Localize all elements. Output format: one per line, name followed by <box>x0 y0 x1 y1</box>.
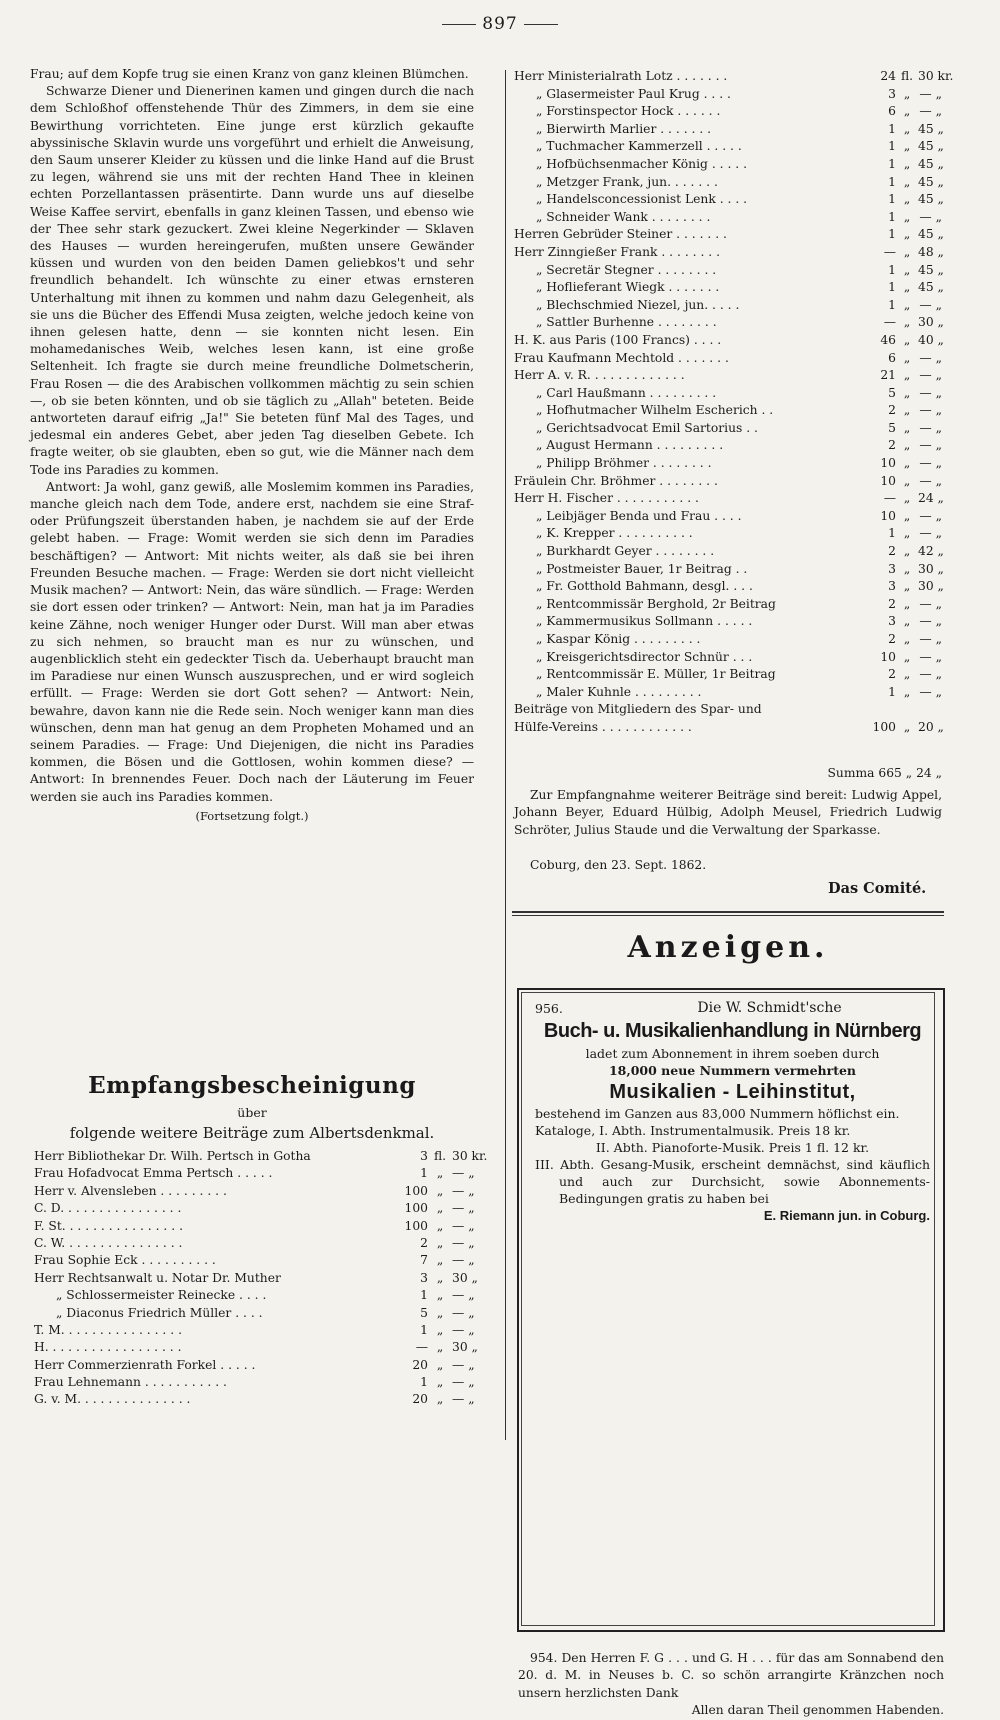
contributors-note: Zur Empfangnahme weiterer Beiträge sind bereit: Ludwig Appel, Johann Beyer, Eduard Hülbig, Adolph Meusel, Friedrich Ludwig Schröter, Julius Staude und die Verwaltung der Sparkasse. <box>514 788 942 837</box>
amount-separator: „ <box>436 1218 444 1233</box>
donor-name: „ Hofbüchsenmacher König . . . . . <box>536 156 747 171</box>
amount-florin: 5 <box>888 420 896 435</box>
advertisement-954 <box>518 1650 944 1720</box>
amount-kreuzer: — „ <box>919 368 942 383</box>
amount-kreuzer: — „ <box>919 350 942 365</box>
amount-separator: „ <box>903 491 911 506</box>
donor-name: „ Fr. Gotthold Bahmann, desgl. . . . <box>536 579 753 594</box>
amount-florin: 100 <box>404 1218 428 1233</box>
amount-separator: „ <box>903 614 911 629</box>
amount-florin: 1 <box>888 174 896 189</box>
donor-name: „ Schlossermeister Reinecke . . . . <box>56 1288 267 1303</box>
amount-florin: 10 <box>880 508 896 523</box>
donor-name: G. v. M. . . . . . . . . . . . . . . <box>34 1392 191 1407</box>
amount-florin: 2 <box>888 632 896 646</box>
ad-line: Kataloge, I. Abth. Instrumentalmusik. Preis 18 kr. <box>535 1123 851 1138</box>
table-row <box>514 508 942 526</box>
ad-line: bestehend im Ganzen aus 83,000 Nummern höflichst ein. <box>535 1106 900 1121</box>
amount-florin: 2 <box>888 667 896 682</box>
amount-florin: 5 <box>888 385 896 400</box>
amount-separator: „ <box>903 596 911 611</box>
table-row <box>514 525 942 543</box>
table-row <box>514 455 942 473</box>
amount-separator: „ <box>903 684 911 699</box>
donor-name: „ Leibjäger Benda und Frau . . . . <box>536 508 742 523</box>
receipt-heading: Empfangsbescheinigung <box>88 1072 416 1099</box>
amount-florin: 5 <box>420 1305 428 1320</box>
amount-florin: 2 <box>888 438 896 453</box>
amount-separator: „ <box>903 544 911 559</box>
donor-name: Herr Commerzienrath Forkel . . . . . <box>34 1357 256 1372</box>
donation-list-left <box>34 1148 488 1409</box>
table-row <box>514 262 942 280</box>
donor-name: „ Handelsconcessionist Lenk . . . . <box>536 192 748 207</box>
table-row <box>514 543 942 561</box>
section-rule <box>512 911 944 913</box>
amount-kreuzer: — „ <box>919 456 942 471</box>
paragraph: Frau; auf dem Kopfe trug sie einen Kranz von ganz kleinen Blümchen. <box>30 67 469 81</box>
amount-kreuzer: — „ <box>919 403 942 418</box>
amount-separator: „ <box>436 1235 444 1250</box>
table-row <box>514 209 942 227</box>
amount-kreuzer: 40 „ <box>918 332 944 347</box>
table-row <box>514 156 942 174</box>
donor-name: „ Bierwirth Marlier . . . . . . . <box>536 121 712 136</box>
amount-kreuzer: 24 „ <box>918 491 944 506</box>
amount-kreuzer: — „ <box>452 1305 475 1320</box>
table-row <box>514 701 942 719</box>
donor-name: F. St. . . . . . . . . . . . . . . . <box>34 1218 183 1233</box>
amount-separator: „ <box>903 332 911 347</box>
amount-separator: „ <box>903 508 911 523</box>
amount-florin: 1 <box>888 209 896 224</box>
table-row <box>34 1218 474 1235</box>
amount-kreuzer: 45 „ <box>918 192 944 207</box>
amount-separator: „ <box>903 297 911 312</box>
table-row <box>34 1235 474 1252</box>
ad-line: ladet zum Abonnement in ihrem soeben durch <box>585 1046 880 1061</box>
donor-name: Herr Rechtsanwalt u. Notar Dr. Muther <box>34 1270 281 1285</box>
table-row <box>514 279 942 297</box>
amount-florin: 3 <box>888 561 896 576</box>
ad-line: III. Abth. Gesang-Musik, erscheint demnächst, sind käuflich und auch zur Durchsicht, sowie Abonnements-Bedingungen gratis zu haben bei <box>535 1157 930 1206</box>
amount-kreuzer: 45 „ <box>918 227 944 242</box>
amount-kreuzer: — „ <box>452 1392 475 1407</box>
table-row <box>514 367 942 385</box>
donor-name: C. W. . . . . . . . . . . . . . . . <box>34 1235 183 1250</box>
amount-separator: „ <box>903 368 911 383</box>
donor-name: „ Kreisgerichtsdirector Schnür . . . <box>536 649 753 664</box>
amount-kreuzer: — „ <box>919 86 942 101</box>
ad954-last-line: Allen daran Theil genommen Habenden. <box>691 1703 944 1718</box>
donor-name: Herr Zinngießer Frank . . . . . . . . <box>514 244 720 259</box>
table-row <box>34 1374 474 1391</box>
amount-separator: „ <box>903 121 911 136</box>
amount-florin: 20 <box>412 1392 428 1407</box>
donor-name: Frau Lehnemann . . . . . . . . . . . <box>34 1375 227 1390</box>
amount-kreuzer: 20 „ <box>918 719 944 734</box>
amount-kreuzer: 30 kr. <box>918 69 954 83</box>
table-row <box>514 332 942 350</box>
amount-kreuzer: — „ <box>919 526 942 541</box>
ad-firm: Die W. Schmidt'sche <box>697 1000 842 1016</box>
amount-separator: „ <box>903 262 911 277</box>
table-row <box>514 684 942 702</box>
amount-kreuzer: — „ <box>919 632 942 646</box>
amount-separator: „ <box>903 280 911 295</box>
table-row <box>514 631 942 649</box>
paragraph: Schwarze Diener und Dienerinen kamen und gingen durch die nach dem Schloßhof offenstehende Thür des Zimmers, in dem sie eine Bewirthung vorrichteten. Eine junge erst kürzlich gekaufte abyssinische Sklavin wurde uns vorgeführt und erhielt die Anweisung, den Saum unserer Kleider zu küssen und die linke Hand auf die Brust zu legen, während sie uns mit der rechten Hand Thee in kleinen echten Porzellantassen präsentirte. Dann wurde uns auf dieselbe Weise Kaffee servirt, ebenfalls in ganz kleinen Tassen, und ebenso wie der Thee sehr stark gezuckert. Zwei kleine Negerkinder — Sklaven des Hauses — wurden hereingerufen, mußten unsere Gewänder küssen und wurden von den beiden Damen geliebkos't und sehr freundlich behandelt. Ich wünschte zu einer etwas ernsteren Unterhaltung mit ihnen zu kommen und nahm dazu Gelegenheit, als sie uns die Bücher des Effendi Musa zeigten, welche jedoch keine von ihnen gelesen hatte, denn — sie konnten nicht lesen. Ein mohamedanisches Weib, welches lesen kann, ist eine große Seltenheit. Ich fragte sie durch meine freundliche Dolmetscherin, Frau Rosen — die des Arabischen vollkommen mächtig zu sein schien —, ob sie beten könnten, und ob sie täglich zu „Allah" beteten. Beide antworteten darauf eifrig „Ja!" Sie beteten fünf Mal des Tages, und jedesmal ein anderes Gebet, aber jeden Tag dieselben Gebete. Ich fragte weiter, ob sie glaubten, eben so gut, wie die Männer nach dem Tode ins Paradies zu kommen. <box>30 84 474 477</box>
receipt-subheading: über <box>237 1105 267 1120</box>
donor-name: „ Glasermeister Paul Krug . . . . <box>536 86 731 101</box>
donor-name: „ Hoflieferant Wiegk . . . . . . . <box>536 280 720 295</box>
amount-separator: „ <box>903 86 911 101</box>
amount-kreuzer: 45 „ <box>918 280 944 295</box>
amount-florin: 10 <box>880 649 896 664</box>
column-divider <box>505 70 506 1440</box>
donation-list-right <box>514 68 954 737</box>
table-row <box>514 490 942 508</box>
donor-name: Frau Hofadvocat Emma Pertsch . . . . . <box>34 1166 273 1181</box>
donor-name: „ Kaspar König . . . . . . . . . <box>536 632 701 646</box>
section-rule <box>512 915 944 916</box>
table-row <box>514 561 942 579</box>
table-row <box>34 1148 488 1165</box>
amount-florin: 2 <box>420 1235 428 1250</box>
donor-name: „ Rentcommissär E. Müller, 1r Beitrag <box>536 667 776 682</box>
table-row <box>514 226 942 244</box>
table-row <box>34 1391 474 1408</box>
amount-separator: „ <box>436 1357 444 1372</box>
amount-kreuzer: — „ <box>919 438 942 453</box>
amount-separator: „ <box>436 1183 444 1198</box>
donor-name: „ Blechschmied Niezel, jun. . . . . <box>536 297 740 312</box>
amount-florin: 1 <box>888 227 896 242</box>
amount-kreuzer: — „ <box>452 1166 475 1181</box>
ad-line: 18,000 neue Nummern vermehrten <box>608 1063 857 1078</box>
amount-separator: „ <box>436 1305 444 1320</box>
amount-kreuzer: 42 „ <box>918 544 944 559</box>
donor-name: C. D. . . . . . . . . . . . . . . . <box>34 1201 182 1216</box>
signature-comite: Das Comité. <box>828 880 927 897</box>
amount-kreuzer: 45 „ <box>918 121 944 136</box>
donor-name: „ Carl Haußmann . . . . . . . . . <box>536 385 717 400</box>
donor-name: Herr H. Fischer . . . . . . . . . . . <box>514 491 699 506</box>
amount-separator: „ <box>903 315 911 330</box>
donor-name: „ August Hermann . . . . . . . . . <box>536 438 724 453</box>
amount-florin: — <box>883 244 896 259</box>
donor-name: Herr v. Alvensleben . . . . . . . . . <box>34 1183 227 1198</box>
amount-florin: 20 <box>412 1357 428 1372</box>
amount-kreuzer: — „ <box>919 684 942 699</box>
date-line: Coburg, den 23. Sept. 1862. <box>530 858 707 872</box>
amount-kreuzer: 30 „ <box>452 1340 478 1355</box>
table-row <box>514 437 942 455</box>
donor-name: T. M. . . . . . . . . . . . . . . . <box>34 1322 182 1337</box>
donor-name: „ Rentcommissär Berghold, 2r Beitrag <box>536 596 776 611</box>
donor-name: „ Kammermusikus Sollmann . . . . . <box>536 614 753 629</box>
table-row <box>514 596 942 614</box>
amount-florin: 7 <box>420 1253 428 1268</box>
amount-kreuzer: — „ <box>452 1253 475 1268</box>
amount-florin: 1 <box>888 262 896 277</box>
table-row <box>514 719 942 737</box>
amount-kreuzer: — „ <box>452 1235 475 1250</box>
amount-separator: „ <box>436 1322 444 1337</box>
amount-kreuzer: — „ <box>919 420 942 435</box>
amount-kreuzer: — „ <box>452 1183 475 1198</box>
ad-subtitle: Musikalien - Leihinstitut, <box>609 1081 856 1103</box>
amount-florin: 24 <box>880 69 896 83</box>
table-row <box>514 649 942 667</box>
amount-separator: „ <box>903 632 911 646</box>
amount-kreuzer: — „ <box>919 297 942 312</box>
table-row <box>514 613 942 631</box>
amount-separator: „ <box>436 1201 444 1216</box>
amount-separator: „ <box>903 526 911 541</box>
donor-name: „ Forstinspector Hock . . . . . . <box>536 104 721 119</box>
donor-name: „ Philipp Bröhmer . . . . . . . . <box>536 456 712 471</box>
table-row <box>514 297 942 315</box>
amount-kreuzer: — „ <box>452 1322 475 1337</box>
amount-kreuzer: 30 kr. <box>452 1149 488 1163</box>
amount-florin: — <box>883 491 896 506</box>
amount-separator: „ <box>903 385 911 400</box>
amount-kreuzer: — „ <box>452 1218 475 1233</box>
amount-florin: 6 <box>888 104 896 119</box>
table-row <box>34 1357 474 1374</box>
amount-separator: „ <box>903 420 911 435</box>
receipt-subheading: folgende weitere Beiträge zum Albertsdenkmal. <box>69 1124 435 1142</box>
donor-name: „ K. Krepper . . . . . . . . . . <box>536 526 693 541</box>
amount-separator: „ <box>903 174 911 189</box>
amount-separator: fl. <box>433 1149 447 1163</box>
amount-florin: 1 <box>888 297 896 312</box>
amount-florin: 1 <box>888 121 896 136</box>
amount-separator: „ <box>903 719 911 734</box>
donor-name: Beiträge von Mitgliedern des Spar- und <box>514 702 762 717</box>
amount-separator: „ <box>903 473 911 488</box>
amount-florin: — <box>415 1340 428 1355</box>
table-row <box>514 420 942 438</box>
table-row <box>514 103 942 121</box>
table-row <box>34 1252 474 1269</box>
table-row <box>514 174 942 192</box>
amount-florin: 1 <box>888 280 896 295</box>
amount-separator: „ <box>903 456 911 471</box>
table-row <box>34 1305 474 1322</box>
amount-separator: „ <box>436 1270 444 1285</box>
donor-name: H. . . . . . . . . . . . . . . . . . <box>34 1340 182 1355</box>
amount-florin <box>866 701 896 719</box>
amount-separator: „ <box>903 227 911 242</box>
page-number: 897 <box>430 14 570 34</box>
table-row <box>34 1200 474 1217</box>
amount-kreuzer: — „ <box>452 1201 475 1216</box>
amount-kreuzer: — „ <box>919 473 942 488</box>
table-row <box>514 86 942 104</box>
donor-name: „ Secretär Stegner . . . . . . . . <box>536 262 717 277</box>
amount-separator: „ <box>903 209 911 224</box>
donor-name: „ Sattler Burhenne . . . . . . . . <box>536 315 717 330</box>
table-row <box>514 666 942 684</box>
amount-florin: 3 <box>420 1149 428 1163</box>
amount-separator: „ <box>903 561 911 576</box>
amount-florin: — <box>883 315 896 330</box>
table-row <box>514 191 942 209</box>
table-row <box>514 350 942 368</box>
amount-florin: 21 <box>880 368 896 383</box>
donor-name: Herren Gebrüder Steiner . . . . . . . <box>514 227 727 242</box>
table-row <box>34 1270 478 1287</box>
amount-florin: 10 <box>880 473 896 488</box>
amount-florin: 6 <box>888 350 896 365</box>
donor-name: „ Diaconus Friedrich Müller . . . . <box>56 1305 263 1320</box>
table-row <box>514 578 942 596</box>
amount-kreuzer: — „ <box>919 667 942 682</box>
donor-name: „ Postmeister Bauer, 1r Beitrag . . <box>536 561 748 576</box>
ad-number: 956. <box>535 1001 563 1016</box>
amount-florin: 3 <box>888 614 896 629</box>
table-row <box>514 138 942 156</box>
paragraph: Antwort: Ja wohl, ganz gewiß, alle Moslemim kommen ins Paradies, manche gleich nach dem Tode, andere erst, nachdem sie eine Straf- oder Prüfungszeit überstanden haben, je nachdem sie auf der Erde gelebt haben. — Frage: Womit werden sie sich denn im Paradies beschäftigen? — Antwort: Mit nichts weiter, als daß sie bei ihren Freunden Besuche machen. — Frage: Werden sie dort nicht vielleicht Musik machen? — Antwort: Nein, das wäre sündlich. — Frage: Werden sie dort essen oder trinken? — Antwort: Nein, man hat ja im Paradies keine Zähne, noch weniger Hunger oder Durst. Will man aber etwas zu sich nehmen, so braucht man es nur zu wünschen, und augenblicklich steht ein gedeckter Tisch da. Ueberhaupt braucht man im Paradiese nur einen Wunsch auszusprechen, und er wird sogleich erfüllt. — Frage: Werden sie dort Gott sehen? — Antwort: Nein, bewahre, davon kann nie die Rede sein. Noch weniger kann man dies wünschen, denn man hat genug an dem Propheten Mohamed und an seinem Paradies. — Frage: Und Diejenigen, die nicht ins Paradies kommen, die Bösen und die Gottlosen, wohin kommen diese? — Antwort: In brennendes Feuer. Doch nach der Läuterung im Feuer werden sie auch ins Paradies kommen. <box>30 479 474 804</box>
amount-florin: 1 <box>420 1322 428 1337</box>
amount-separator: „ <box>436 1166 444 1181</box>
amount-kreuzer: 30 „ <box>918 579 944 594</box>
donor-name: Fräulein Chr. Bröhmer . . . . . . . . <box>514 473 718 488</box>
continuation-note: (Fortsetzung folgt.) <box>195 808 309 823</box>
left-column-text <box>30 66 474 825</box>
amount-separator: „ <box>903 579 911 594</box>
amount-florin: 2 <box>888 596 896 611</box>
amount-separator: „ <box>903 244 911 259</box>
amount-kreuzer: 30 „ <box>452 1270 478 1285</box>
donor-name: „ Gerichtsadvocat Emil Sartorius . . <box>536 420 758 435</box>
donor-name: „ Maler Kuhnle . . . . . . . . . <box>536 684 702 699</box>
amount-florin: 1 <box>420 1166 428 1181</box>
ad954-text: 954. Den Herren F. G . . . und G. H . . . für das am Sonnabend den 20. d. M. in Neuses b. C. so schön arrangirte Kränzchen noch unsern herzlichsten Dank <box>518 1651 944 1700</box>
amount-separator: „ <box>436 1253 444 1268</box>
donation-total: Summa 665 „ 24 „ <box>827 766 942 780</box>
table-row <box>514 68 954 86</box>
amount-florin: 2 <box>888 403 896 418</box>
amount-florin: 46 <box>880 332 896 347</box>
donor-name: „ Tuchmacher Kammerzell . . . . . <box>536 139 742 154</box>
amount-kreuzer: — „ <box>919 649 942 664</box>
amount-kreuzer: 45 „ <box>918 156 944 171</box>
table-row <box>514 385 942 403</box>
table-row <box>514 402 942 420</box>
amount-florin: 1 <box>420 1288 428 1303</box>
amount-kreuzer: — „ <box>919 508 942 523</box>
amount-kreuzer: — „ <box>452 1375 475 1390</box>
amount-florin: 3 <box>888 579 896 594</box>
donor-name: Hülfe-Vereins . . . . . . . . . . . . <box>514 719 692 734</box>
amount-separator: „ <box>903 192 911 207</box>
advertisements-heading: Anzeigen. <box>627 930 829 965</box>
amount-separator: „ <box>436 1375 444 1390</box>
amount-kreuzer: — „ <box>919 596 942 611</box>
amount-florin: 3 <box>420 1270 428 1285</box>
amount-kreuzer: 30 „ <box>918 315 944 330</box>
donor-name: Herr Bibliothekar Dr. Wilh. Pertsch in Gotha <box>34 1149 311 1163</box>
amount-florin: 1 <box>888 684 896 699</box>
amount-kreuzer: — „ <box>452 1288 475 1303</box>
amount-separator: „ <box>436 1288 444 1303</box>
amount-florin: 1 <box>888 156 896 171</box>
amount-kreuzer: — „ <box>919 104 942 119</box>
amount-separator: „ <box>903 438 911 453</box>
donor-name: Herr Ministerialrath Lotz . . . . . . . <box>514 69 728 83</box>
amount-separator: fl. <box>900 69 914 83</box>
donor-name: „ Schneider Wank . . . . . . . . <box>536 209 711 224</box>
donor-name: Herr A. v. R. . . . . . . . . . . . . <box>514 368 685 383</box>
table-row <box>34 1287 474 1304</box>
amount-separator: „ <box>903 649 911 664</box>
amount-kreuzer: 30 „ <box>918 561 944 576</box>
amount-kreuzer: — „ <box>919 614 942 629</box>
donor-name: „ Metzger Frank, jun. . . . . . . <box>536 174 718 189</box>
amount-kreuzer: 48 „ <box>918 244 944 259</box>
ad-title: Buch- u. Musikalienhandlung in Nürnberg <box>543 1020 922 1042</box>
amount-separator: „ <box>903 156 911 171</box>
advertisement-956 <box>535 1000 930 1224</box>
donor-name: Frau Kaufmann Mechtold . . . . . . . <box>514 350 729 365</box>
amount-florin: 3 <box>888 86 896 101</box>
amount-florin: 1 <box>888 192 896 207</box>
amount-separator: „ <box>903 403 911 418</box>
table-row <box>34 1322 474 1339</box>
amount-separator: „ <box>903 104 911 119</box>
donor-name: H. K. aus Paris (100 Francs) . . . . <box>514 332 722 347</box>
amount-kreuzer <box>918 701 942 719</box>
table-row <box>34 1183 474 1200</box>
amount-kreuzer: 45 „ <box>918 139 944 154</box>
amount-kreuzer: 45 „ <box>918 262 944 277</box>
amount-kreuzer: 45 „ <box>918 174 944 189</box>
amount-florin: 100 <box>872 719 896 734</box>
amount-florin: 2 <box>888 544 896 559</box>
amount-florin: 1 <box>888 139 896 154</box>
amount-separator: „ <box>903 350 911 365</box>
table-row <box>34 1165 474 1182</box>
amount-florin: 100 <box>404 1201 428 1216</box>
table-row <box>34 1339 478 1356</box>
table-row <box>514 314 942 332</box>
amount-kreuzer: — „ <box>919 209 942 224</box>
table-row <box>514 121 942 139</box>
table-row <box>514 244 942 262</box>
amount-separator: „ <box>903 139 911 154</box>
amount-separator: „ <box>436 1340 444 1355</box>
donor-name: „ Hofhutmacher Wilhelm Escherich . . <box>536 403 774 418</box>
amount-florin: 1 <box>888 526 896 541</box>
amount-separator: „ <box>903 667 911 682</box>
ad-signature: E. Riemann jun. in Coburg. <box>763 1208 930 1223</box>
donor-name: Frau Sophie Eck . . . . . . . . . . <box>34 1253 216 1268</box>
amount-florin: 1 <box>420 1375 428 1390</box>
donor-name: „ Burkhardt Geyer . . . . . . . . <box>536 544 715 559</box>
amount-separator: „ <box>436 1392 444 1407</box>
amount-florin: 100 <box>404 1183 428 1198</box>
table-row <box>514 473 942 491</box>
amount-kreuzer: — „ <box>452 1357 475 1372</box>
amount-separator <box>896 701 918 719</box>
amount-florin: 10 <box>880 456 896 471</box>
ad-line: II. Abth. Pianoforte-Musik. Preis 1 fl. 12 kr. <box>595 1140 870 1155</box>
amount-kreuzer: — „ <box>919 385 942 400</box>
